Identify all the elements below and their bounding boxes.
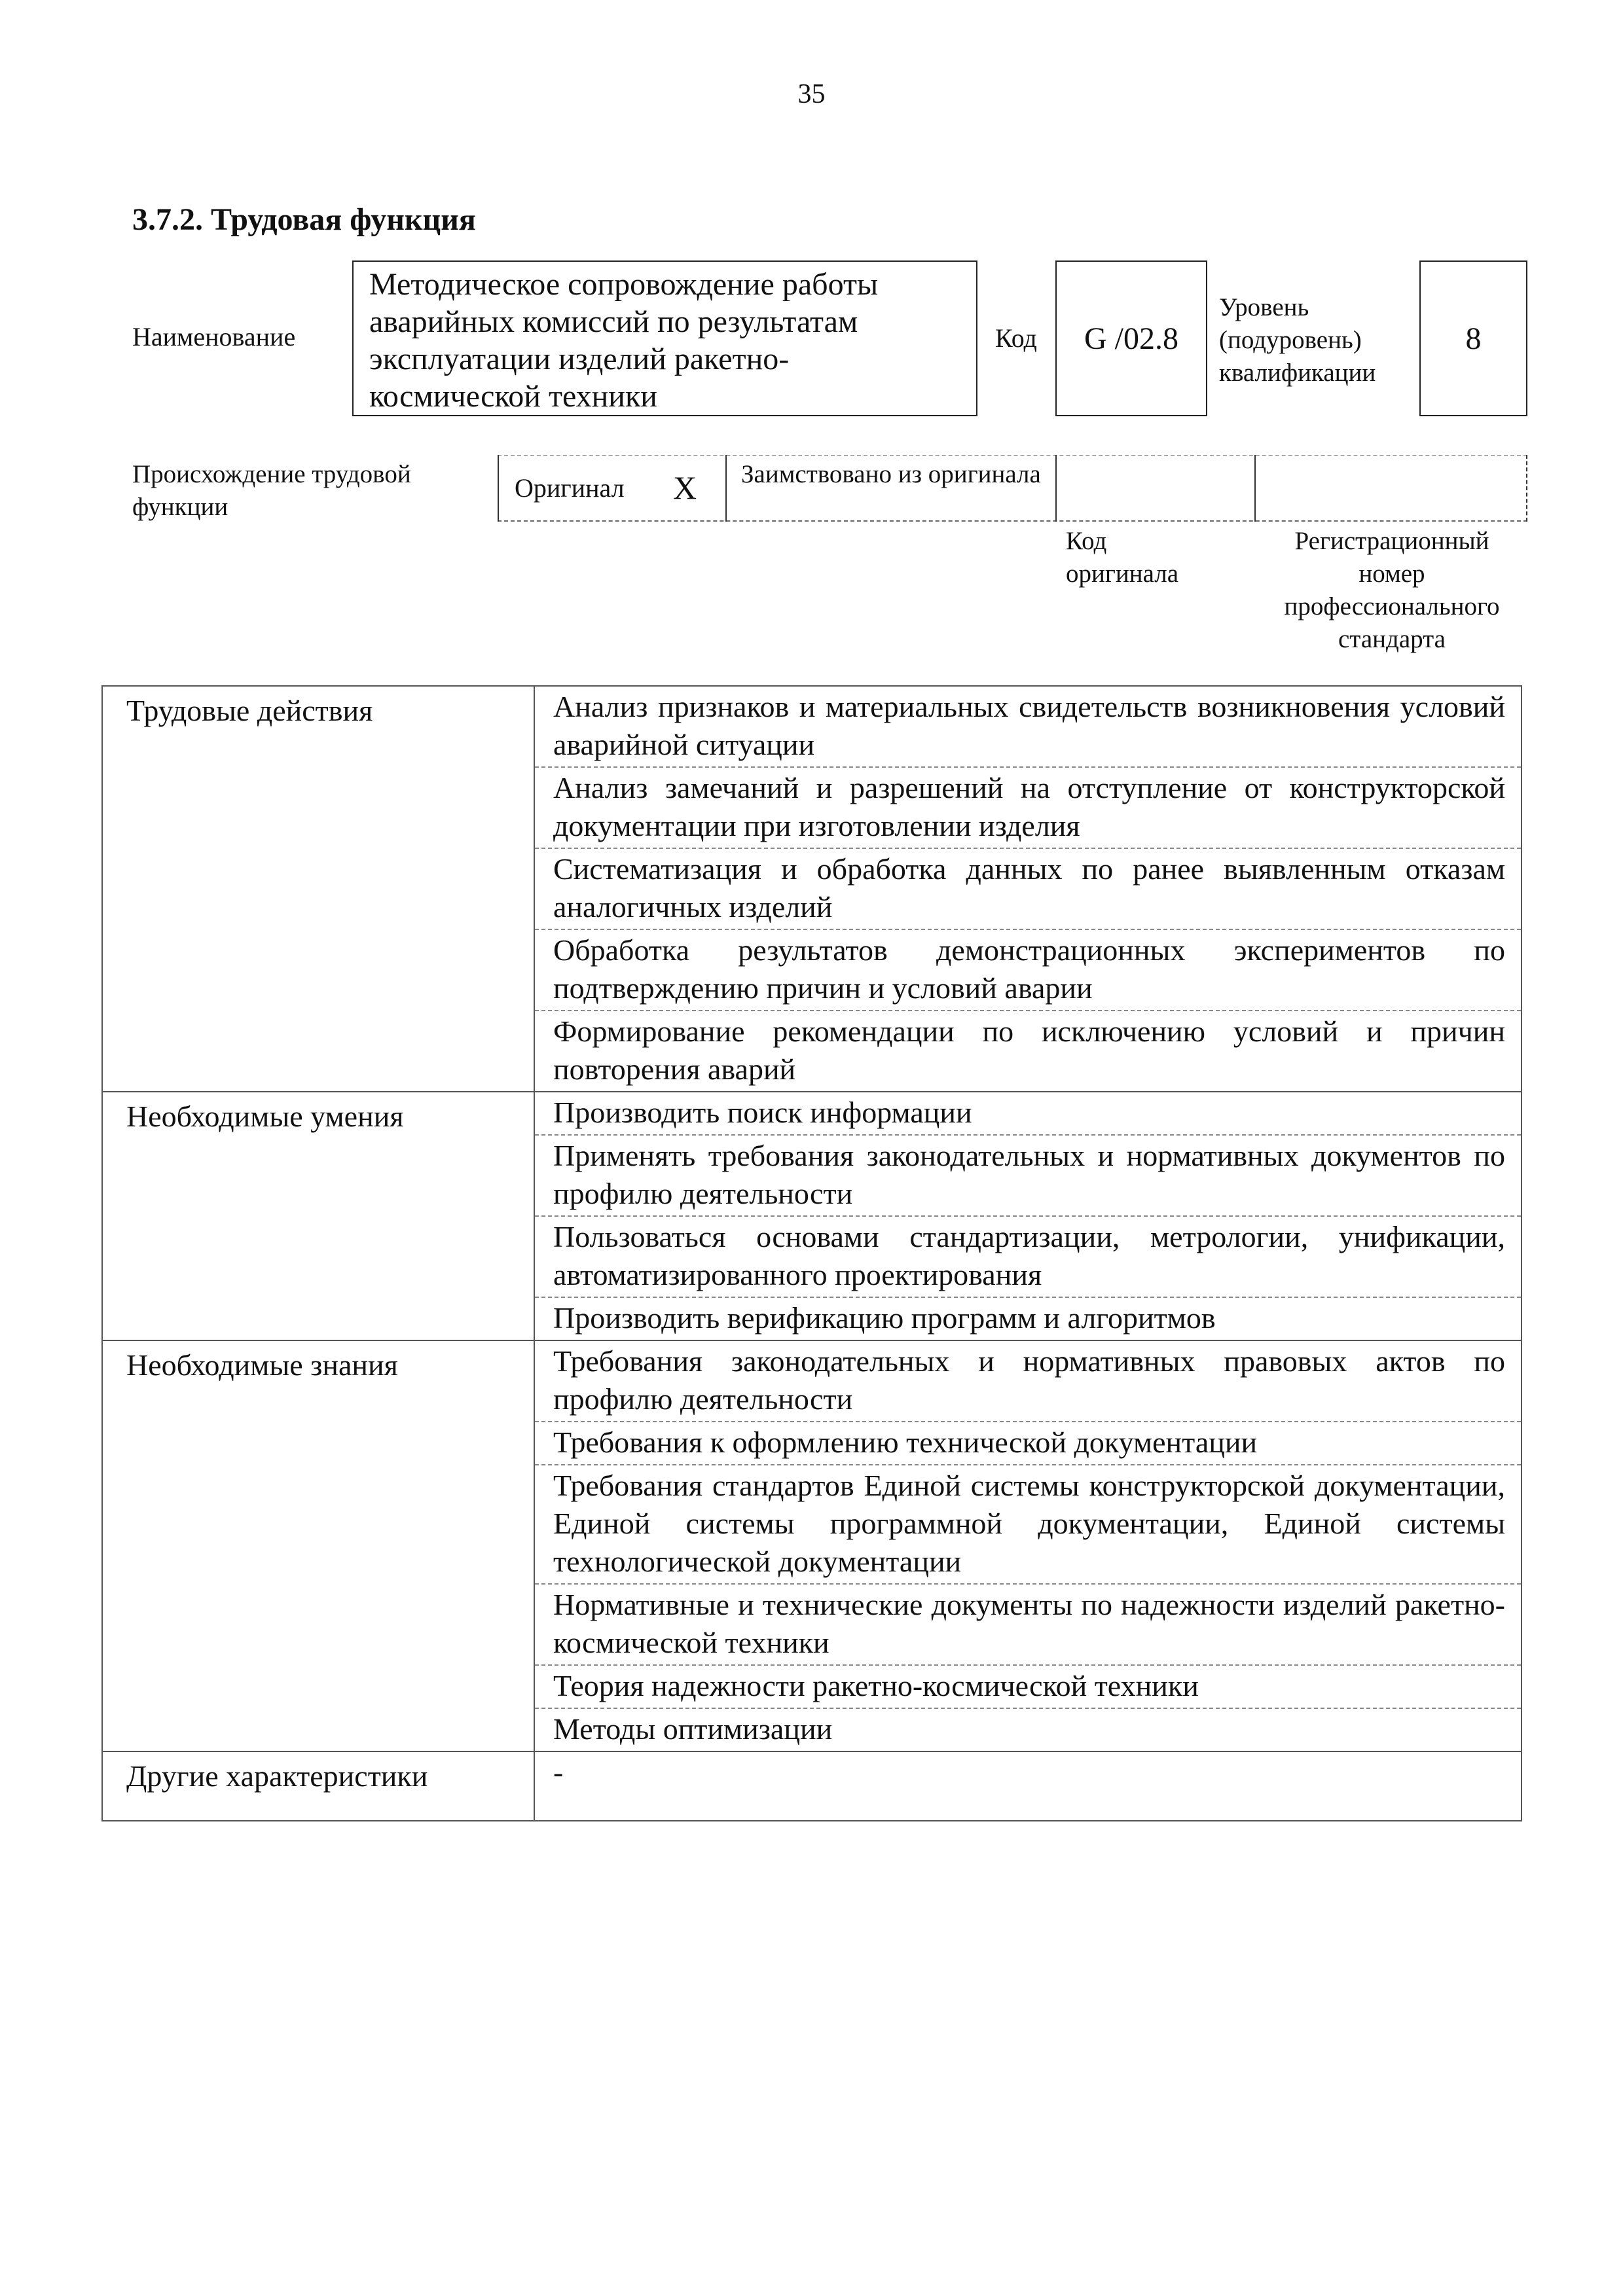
row-category: Трудовые действия bbox=[102, 686, 534, 1092]
code-value: G /02.8 bbox=[1084, 321, 1178, 356]
list-item: Методы оптимизации bbox=[553, 1712, 833, 1746]
level-box bbox=[1419, 260, 1527, 416]
original-mark: X bbox=[673, 469, 697, 506]
origin-label: Происхождение трудовой функции bbox=[132, 460, 411, 521]
list-item: Формирование рекомендации по исключению условий и причин повторения аварий bbox=[553, 1014, 1505, 1086]
list-item: Производить верификацию программ и алгоритмов bbox=[553, 1301, 1216, 1335]
level-label: Уровень (подуровень) квалификации bbox=[1219, 293, 1376, 387]
list-item: Применять требования законодательных и нормативных документов по профилю деятельности bbox=[535, 1136, 1521, 1217]
code-original-caption: Код оригинала bbox=[1066, 527, 1179, 588]
table-row bbox=[102, 1340, 1522, 1751]
page-number: 35 bbox=[797, 79, 826, 109]
original-label: Оригинал bbox=[515, 473, 625, 503]
origin-divider bbox=[498, 455, 499, 522]
reg-number-caption: Регистрационный номер профессионального стандарта bbox=[1284, 527, 1500, 653]
list-item: Производить поиск информации bbox=[535, 1092, 1521, 1136]
name-value: Методическое сопровождение работы аварийных комиссий по результатам эксплуатации изделий ракетно-космической техники bbox=[369, 267, 879, 414]
origin-divider bbox=[1055, 455, 1057, 522]
row-category: Другие характеристики bbox=[102, 1751, 534, 1821]
list-item: Обработка результатов демонстрационных экспериментов по подтверждению причин и условий аварии bbox=[535, 930, 1521, 1011]
list-item: Анализ признаков и материальных свидетельств возникновения условий аварийной ситуации bbox=[535, 687, 1521, 768]
level-value: 8 bbox=[1465, 321, 1482, 356]
list-item: Требования законодательных и нормативных правовых актов по профилю деятельности bbox=[535, 1341, 1521, 1422]
function-details-table bbox=[101, 685, 1522, 1821]
list-item: Пользоваться основами стандартизации, метрологии, унификации, автоматизированного проектирования bbox=[535, 1217, 1521, 1298]
list-item: Нормативные и технические документы по надежности изделий ракетно-космической техники bbox=[535, 1585, 1521, 1666]
list-item: - bbox=[553, 1755, 564, 1789]
name-box bbox=[352, 260, 977, 416]
borrowed-label: Заимствовано из оригинала bbox=[741, 460, 1041, 488]
origin-divider bbox=[725, 455, 727, 522]
list-item: Теория надежности ракетно-космической техники bbox=[535, 1666, 1521, 1709]
table-row bbox=[102, 1092, 1522, 1340]
code-label: Код bbox=[995, 323, 1037, 353]
table-row bbox=[102, 1751, 1522, 1821]
name-label: Наименование bbox=[132, 322, 296, 351]
list-item: Систематизация и обработка данных по ранее выявленным отказам аналогичных изделий bbox=[535, 849, 1521, 930]
origin-divider bbox=[1526, 455, 1527, 522]
origin-divider bbox=[1254, 455, 1256, 522]
code-box bbox=[1055, 260, 1207, 416]
section-title: 3.7.2. Трудовая функция bbox=[132, 202, 476, 237]
list-item: Требования стандартов Единой системы конструкторской документации, Единой системы программной документации, Единой системы технологической документации bbox=[535, 1465, 1521, 1585]
list-item: Требования к оформлению технической документации bbox=[535, 1422, 1521, 1465]
row-category: Необходимые знания bbox=[102, 1340, 534, 1751]
table-row bbox=[102, 686, 1522, 1092]
list-item: Анализ замечаний и разрешений на отступление от конструкторской документации при изготовлении изделия bbox=[535, 768, 1521, 849]
row-category: Необходимые умения bbox=[102, 1092, 534, 1340]
